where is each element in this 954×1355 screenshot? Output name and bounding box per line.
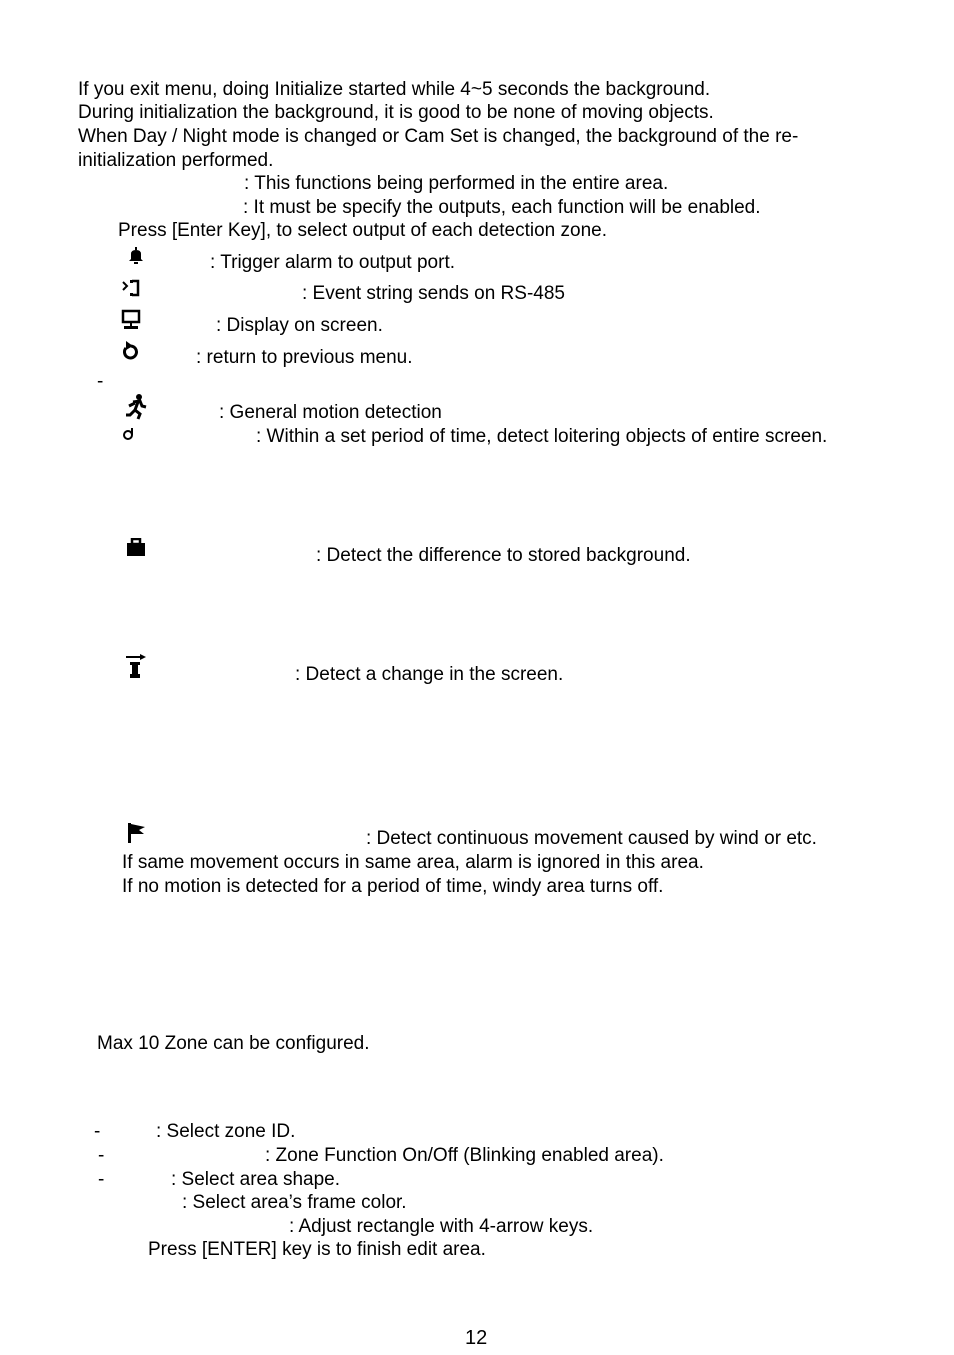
intro-line-2: During initialization the background, it is good to be none of moving objects.	[78, 102, 714, 123]
intro-line-4: initialization performed.	[78, 150, 274, 171]
monitor-icon	[121, 309, 141, 331]
return-icon	[121, 340, 141, 362]
list-dash: -	[97, 371, 104, 392]
scene-change-detection-desc: : Detect a change in the screen.	[295, 664, 564, 685]
adjust-rectangle-desc: : Adjust rectangle with 4-arrow keys.	[289, 1216, 594, 1237]
intro-line-3: When Day / Night mode is changed or Cam Set is changed, the background of the re-	[78, 126, 799, 147]
zone-dash-3: -	[98, 1169, 105, 1190]
event-string-icon	[121, 278, 141, 298]
zone-function-onoff-desc: : Zone Function On/Off (Blinking enabled area).	[265, 1145, 664, 1166]
intro-line-1: If you exit menu, doing Initialize started while 4~5 seconds the background.	[78, 79, 711, 100]
loitering-detection-desc: : Within a set period of time, detect loitering objects of entire screen.	[256, 426, 828, 447]
bell-icon	[127, 247, 145, 265]
zone-dash-1: -	[94, 1121, 101, 1142]
zone-dash-2: -	[98, 1145, 105, 1166]
windy-detection-desc: : Detect continuous movement caused by wind or etc.	[366, 828, 817, 849]
alarm-output-desc: : Trigger alarm to output port.	[210, 252, 456, 273]
area-shape-desc: : Select area shape.	[171, 1169, 340, 1190]
scene-change-icon	[125, 654, 147, 680]
windy-note-2: If no motion is detected for a period of time, windy area turns off.	[122, 876, 664, 897]
briefcase-icon	[125, 538, 147, 558]
select-zone-id-desc: : Select zone ID.	[156, 1121, 296, 1142]
entire-area-desc: : This functions being performed in the entire area.	[244, 173, 669, 194]
loitering-icon	[121, 427, 135, 441]
finish-edit-note: Press [ENTER] key is to finish edit area.	[148, 1239, 486, 1260]
max-zone-note: Max 10 Zone can be configured.	[97, 1033, 370, 1054]
return-output-desc: : return to previous menu.	[196, 347, 413, 368]
outputs-desc: : It must be specify the outputs, each function will be enabled.	[243, 197, 761, 218]
press-enter-note: Press [Enter Key], to select output of each detection zone.	[118, 220, 608, 241]
page-number: 12	[465, 1327, 488, 1349]
frame-color-desc: : Select area’s frame color.	[182, 1192, 407, 1213]
running-person-icon	[123, 393, 149, 421]
windy-note-1: If same movement occurs in same area, alarm is ignored in this area.	[122, 852, 704, 873]
display-output-desc: : Display on screen.	[216, 315, 383, 336]
event-output-desc: : Event string sends on RS-485	[302, 283, 565, 304]
flag-icon	[125, 822, 147, 844]
background-detection-desc: : Detect the difference to stored background.	[316, 545, 691, 566]
motion-detection-desc: : General motion detection	[219, 402, 442, 423]
